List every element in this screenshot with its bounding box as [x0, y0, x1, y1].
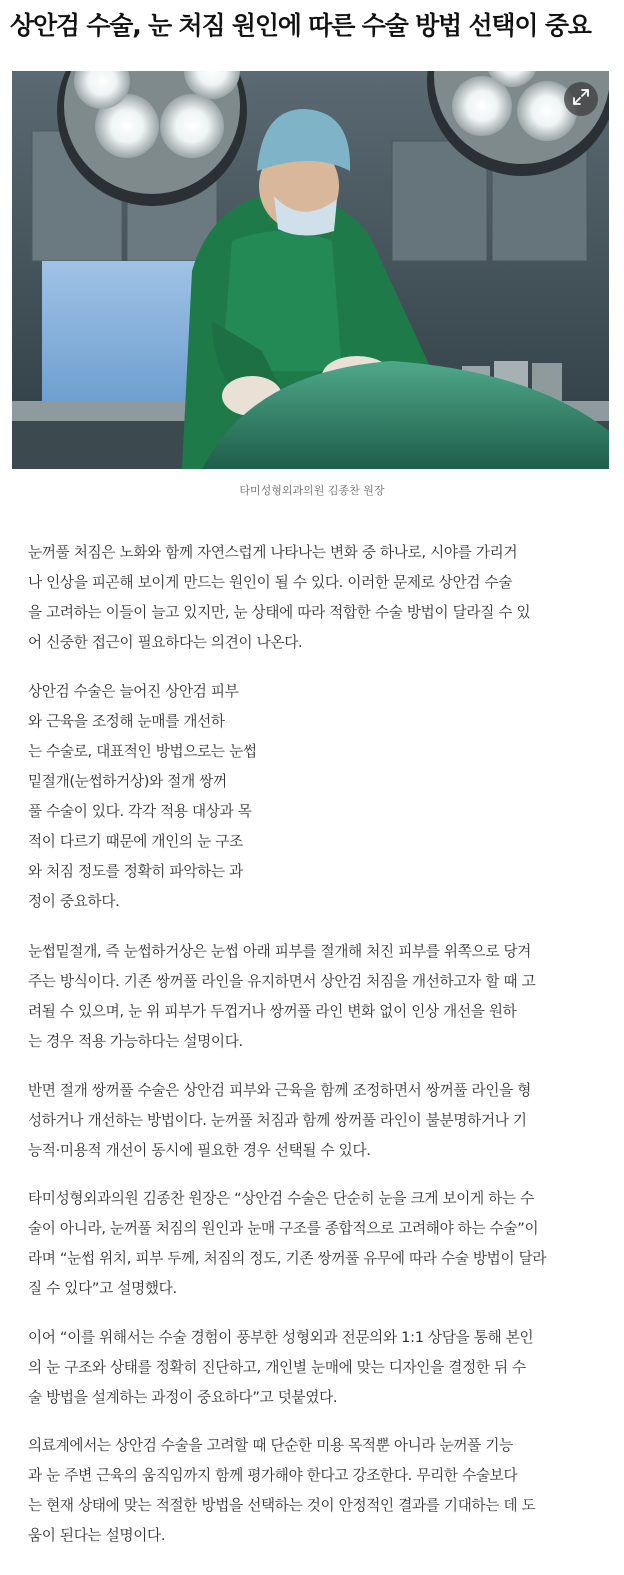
paragraph-line: 의 눈 구조와 상태를 정확히 진단하고, 개인별 눈매에 맞는 디자인을 결정한 뒤 수	[28, 1359, 526, 1376]
paragraph-line: 술 방법을 설계하는 과정이 중요하다”고 덧붙였다.	[28, 1389, 338, 1406]
paragraph-line: 풀 수술이 있다. 각각 적용 대상과 목	[28, 803, 252, 820]
paragraph-line: 정이 중요하다.	[28, 893, 120, 910]
article-paragraph	[28, 1076, 531, 1166]
paragraph-line: 반면 절개 쌍꺼풀 수술은 상안검 피부와 근육을 함께 조정하면서 쌍꺼풀 라인을 형	[28, 1082, 532, 1099]
article-headline: 상안검 수술, 눈 처짐 원인에 따른 수술 방법 선택이 중요	[10, 11, 591, 40]
paragraph-line: 는 현재 상태에 맞는 적절한 방법을 선택하는 것이 안정적인 결과를 기대하는 데 도	[28, 1497, 536, 1514]
paragraph-line: 타미성형외과의원 김종찬 원장은 “상안검 수술은 단순히 눈을 크게 보이게 하는 수	[28, 1190, 534, 1207]
paragraph-line: 려될 수 있으며, 눈 위 피부가 두껍거나 쌍꺼풀 라인 변화 없이 인상 개선을 원하	[28, 1003, 517, 1020]
article-photo	[12, 71, 609, 469]
paragraph-line: 상안검 수술은 늘어진 상안검 피부	[28, 683, 239, 700]
paragraph-line: 와 처짐 정도를 정확히 파악하는 과	[28, 863, 243, 880]
paragraph-line: 술이 아니라, 눈꺼풀 처짐의 원인과 눈매 구조를 종합적으로 고려해야 하는 수술”이	[28, 1220, 539, 1237]
paragraph-line: 라며 “눈썹 위치, 피부 두께, 처짐의 정도, 기존 쌍꺼풀 유무에 따라 수술 방법이 달라	[28, 1250, 547, 1267]
article-paragraph	[28, 677, 257, 917]
paragraph-line: 주는 방식이다. 기존 쌍꺼풀 라인을 유지하면서 상안검 처짐을 개선하고자 할 때 고	[28, 973, 536, 990]
paragraph-line: 는 수술로, 대표적인 방법으로는 눈썹	[28, 743, 257, 760]
paragraph-line: 는 경우 적용 가능하다는 설명이다.	[28, 1033, 243, 1050]
expand-icon	[572, 88, 590, 110]
expand-button[interactable]	[564, 82, 598, 116]
paragraph-line: 적이 다르기 때문에 개인의 눈 구조	[28, 833, 243, 850]
paragraph-line: 와 근육을 조정해 눈매를 개선하	[28, 713, 225, 730]
paragraph-line: 눈꺼풀 처짐은 노화와 함께 자연스럽게 나타나는 변화 중 하나로, 시야를 가리거	[28, 544, 518, 561]
article-paragraph	[28, 538, 530, 658]
article-paragraph	[28, 1323, 533, 1413]
paragraph-line: 이어 “이를 위해서는 수술 경험이 풍부한 성형외과 전문의와 1:1 상담을 통해 본인	[28, 1329, 534, 1346]
paragraph-line: 의료계에서는 상안검 수술을 고려할 때 단순한 미용 목적뿐 아니라 눈꺼풀 기능	[28, 1437, 513, 1454]
paragraph-line: 능적·미용적 개선이 동시에 필요한 경우 선택될 수 있다.	[28, 1142, 371, 1159]
article-paragraph	[28, 1184, 546, 1304]
paragraph-line: 나 인상을 피곤해 보이게 만드는 원인이 될 수 있다. 이러한 문제로 상안검 수술	[28, 574, 513, 591]
photo-caption: 타미성형외과의원 김종찬 원장	[239, 484, 385, 497]
paragraph-line: 을 고려하는 이들이 늘고 있지만, 눈 상태에 따라 적합한 수술 방법이 달라질 수 있	[28, 604, 531, 621]
paragraph-line: 질 수 있다”고 설명했다.	[28, 1280, 177, 1297]
paragraph-line: 어 신중한 접근이 필요하다는 의견이 나온다.	[28, 634, 303, 651]
paragraph-line: 움이 된다는 설명이다.	[28, 1527, 166, 1544]
article-paragraph	[28, 937, 535, 1057]
surgeon-photo-image	[12, 71, 609, 469]
paragraph-line: 성하거나 개선하는 방법이다. 눈꺼풀 처짐과 함께 쌍꺼풀 라인이 불분명하거나 기	[28, 1112, 527, 1129]
paragraph-line: 밑절개(눈썹하거상)와 절개 쌍꺼	[28, 773, 227, 790]
paragraph-line: 과 눈 주변 근육의 움직임까지 함께 평가해야 한다고 강조한다. 무리한 수술보다	[28, 1467, 518, 1484]
paragraph-line: 눈썹밑절개, 즉 눈썹하거상은 눈썹 아래 피부를 절개해 처진 피부를 위쪽으로 당겨	[28, 943, 532, 960]
article-paragraph	[28, 1431, 535, 1551]
